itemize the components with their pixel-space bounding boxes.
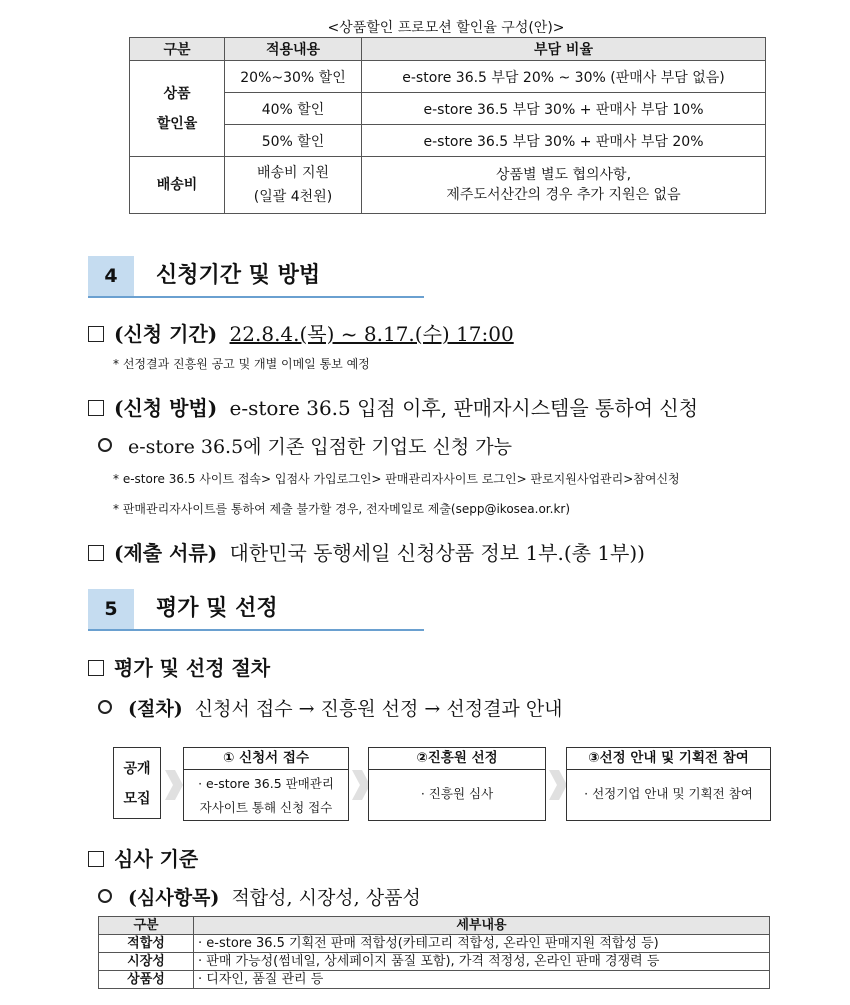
- col-header: 세부내용: [194, 917, 770, 935]
- table-cell: e-store 36.5 부담 30% + 판매사 부담 20%: [362, 125, 766, 157]
- process-start: 공개 모집: [113, 747, 161, 819]
- checkbox-square-icon: [88, 545, 104, 561]
- table-cell: 배송비 지원 (일괄 4천원): [225, 157, 362, 214]
- section-title: 평가 및 선정: [156, 596, 278, 621]
- table-cell: 20%~30% 할인: [225, 61, 362, 93]
- process-step-2: [368, 747, 546, 821]
- section-number: 4: [88, 256, 134, 296]
- section-title: 신청기간 및 방법: [156, 263, 321, 288]
- table-cell: 적합성: [99, 935, 194, 953]
- criteria-title-line: 심사 기준: [88, 843, 198, 872]
- existing-line: e-store 36.5에 기존 입점한 기업도 신청 가능: [98, 432, 512, 459]
- criteria-line: (심사항목) 적합성, 시장성, 상품성: [98, 883, 421, 910]
- row-label-product: 상품 할인율: [130, 61, 225, 157]
- method-line: (신청 방법) e-store 36.5 입점 이후, 판매자시스템을 통하여 신청: [88, 392, 698, 421]
- checkbox-square-icon: [88, 326, 104, 342]
- col-header: 구분: [99, 917, 194, 935]
- steps-line: (절차) 신청서 접수 → 진흥원 선정 → 선정결과 안내: [98, 694, 563, 721]
- note-procedure: * e-store 36.5 사이트 접속> 입점사 가입로그인> 판매관리자사이트 로그인> 판로지원사업관리>참여신청: [113, 472, 680, 486]
- table-cell: · 디자인, 품질 관리 등: [194, 971, 770, 989]
- circle-bullet-icon: [98, 700, 112, 714]
- circle-bullet-icon: [98, 889, 112, 903]
- period-line: (신청 기간) 22.8.4.(목) ~ 8.17.(수) 17:00: [88, 318, 514, 347]
- step-title: ① 신청서 접수: [184, 748, 348, 770]
- table-cell: 40% 할인: [225, 93, 362, 125]
- note-email: * 판매관리자사이트를 통하여 제출 불가할 경우, 전자메일로 제출(sepp@ikosea.or.kr): [113, 502, 571, 516]
- step-body: · 선정기업 안내 및 기획전 참여: [584, 786, 753, 801]
- step-body: · e-store 36.5 판매관리 자사이트 통해 신청 접수: [198, 776, 334, 815]
- col-header: 부담 비율: [362, 38, 766, 61]
- checkbox-square-icon: [88, 851, 104, 867]
- step-title: ③선정 안내 및 기획전 참여: [567, 748, 770, 770]
- process-step-3: [566, 747, 771, 821]
- chevron-right-icon: [163, 770, 185, 800]
- docs-line: (제출 서류) 대한민국 동행세일 신청상품 정보 1부.(총 1부)): [88, 537, 645, 566]
- section-header-5: [88, 589, 424, 629]
- section-rule: [88, 296, 424, 298]
- section-number: 5: [88, 589, 134, 629]
- table-cell: 상품별 별도 협의사항, 제주도서산간의 경우 추가 지원은 없음: [362, 157, 766, 214]
- checkbox-square-icon: [88, 400, 104, 416]
- table-cell: 시장성: [99, 953, 194, 971]
- table-cell: e-store 36.5 부담 20% ~ 30% (판매사 부담 없음): [362, 61, 766, 93]
- table-cell: e-store 36.5 부담 30% + 판매사 부담 10%: [362, 93, 766, 125]
- section-rule: [88, 629, 424, 631]
- step-body: · 진흥원 심사: [420, 786, 494, 801]
- section-header-4: [88, 256, 424, 296]
- table-cell: 상품성: [99, 971, 194, 989]
- col-header: 구분: [130, 38, 225, 61]
- procedure-line: 평가 및 선정 절차: [88, 652, 270, 681]
- process-step-1: [183, 747, 349, 821]
- row-label-shipping: 배송비: [130, 157, 225, 214]
- checkbox-square-icon: [88, 660, 104, 676]
- step-title: ②진흥원 선정: [369, 748, 545, 770]
- col-header: 적용내용: [225, 38, 362, 61]
- period-note: * 선정결과 진흥원 공고 및 개별 이메일 통보 예정: [113, 357, 370, 371]
- table-cell: 50% 할인: [225, 125, 362, 157]
- table-cell: · e-store 36.5 기획전 판매 적합성(카테고리 적합성, 온라인 판매지원 적합성 등): [194, 935, 770, 953]
- discount-table: [129, 37, 766, 214]
- circle-bullet-icon: [98, 438, 112, 452]
- table-cell: · 판매 가능성(썸네일, 상세페이지 품질 포함), 가격 적정성, 온라인 판매 경쟁력 등: [194, 953, 770, 971]
- criteria-table: [98, 916, 770, 989]
- table-caption: <상품할인 프로모션 할인율 구성(안)>: [327, 20, 565, 36]
